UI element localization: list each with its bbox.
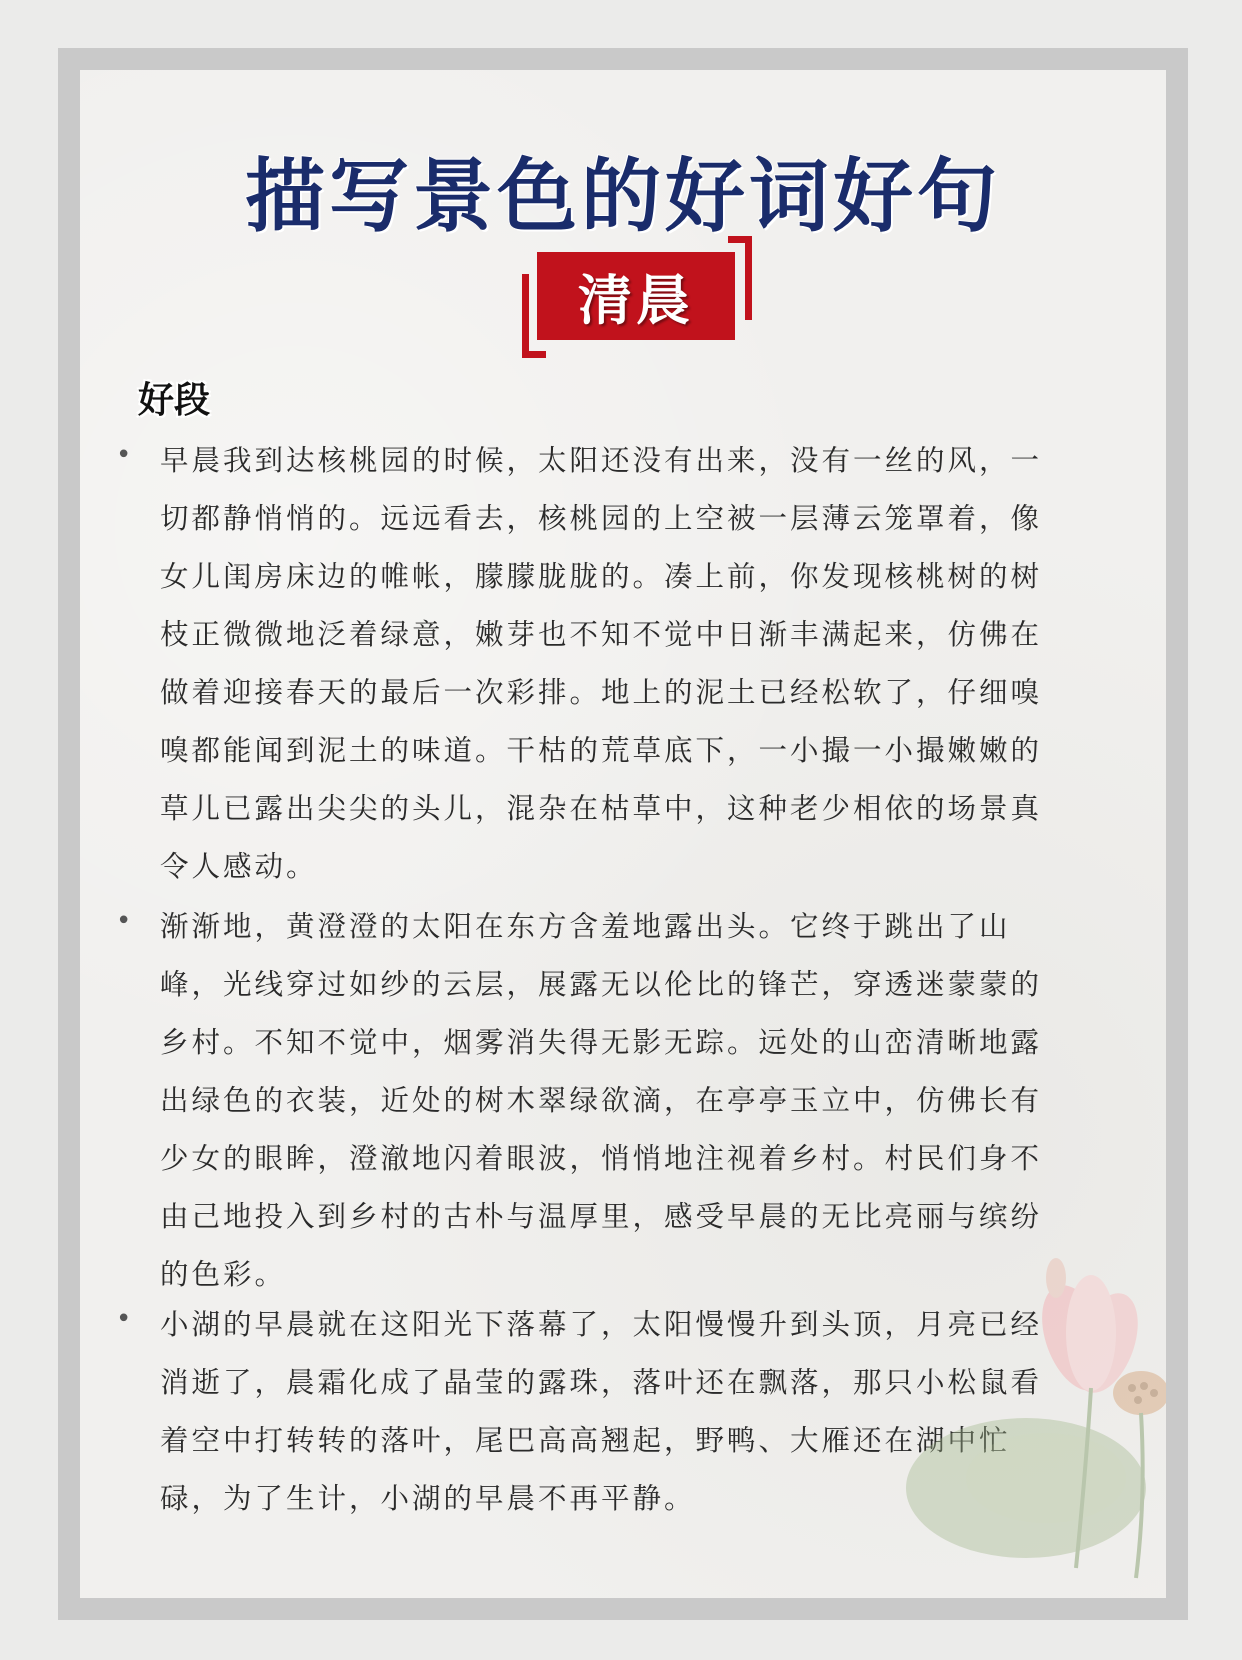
section-badge bbox=[522, 236, 752, 358]
lotus-leaf bbox=[906, 1418, 1146, 1558]
section-heading: 好段 bbox=[138, 380, 211, 421]
page-title: 描写景色的好词好句 bbox=[245, 150, 1001, 243]
paragraph-1: 早晨我到达核桃园的时候，太阳还没有出来，没有一丝的风，一切都静悄悄的。远远看去，核桃园的上空被一层薄云笼罩着，像女儿闺房床边的帷帐，朦朦胧胧的。凑上前，你发现核桃树的树枝正微微地泛着绿意，嫩芽也不知不觉中日渐丰满起来，仿佛在做着迎接春天的最后一次彩排。地上的泥土已经松软了，仔细嗅嗅都能闻到泥土的味道。干枯的荒草底下，一小撮一小撮嫩嫩的草儿已露出尖尖的头儿，混杂在枯草中，这种老少相依的场景真令人感动。 bbox=[160, 444, 1043, 883]
outer-frame bbox=[58, 48, 1188, 1620]
paragraph-3: 小湖的早晨就在这阳光下落幕了，太阳慢慢升到头顶，月亮已经消逝了，晨霜化成了晶莹的露珠，落叶还在飘落，那只小松鼠看着空中打转转的落叶，尾巴高高翘起，野鸭、大雁还在湖中忙碌，为了生计，小湖的早晨不再平静。 bbox=[160, 1308, 1043, 1515]
paragraph-2: 渐渐地，黄澄澄的太阳在东方含羞地露出头。它终于跳出了山峰，光线穿过如纱的云层，展露无以伦比的锋芒，穿透迷蒙蒙的乡村。不知不觉中，烟雾消失得无影无踪。远处的山峦清晰地露出绿色的衣装，近处的树木翠绿欲滴，在亭亭玉立中，仿佛长有少女的眼眸，澄澈地闪着眼波，悄悄地注视着乡村。村民们身不由己地投入到乡村的古朴与温厚里，感受早晨的无比亮丽与缤纷的色彩。 bbox=[160, 910, 1043, 1291]
lotus-seedpod bbox=[1113, 1371, 1166, 1415]
bullet-3: • bbox=[116, 1304, 132, 1334]
badge-label: 清晨 bbox=[537, 252, 735, 340]
lotus-bud bbox=[1046, 1258, 1066, 1298]
bullet-1: • bbox=[116, 440, 132, 470]
lotus-illustration bbox=[876, 1238, 1166, 1598]
paper-page bbox=[80, 70, 1166, 1598]
bullet-2: • bbox=[116, 906, 132, 936]
